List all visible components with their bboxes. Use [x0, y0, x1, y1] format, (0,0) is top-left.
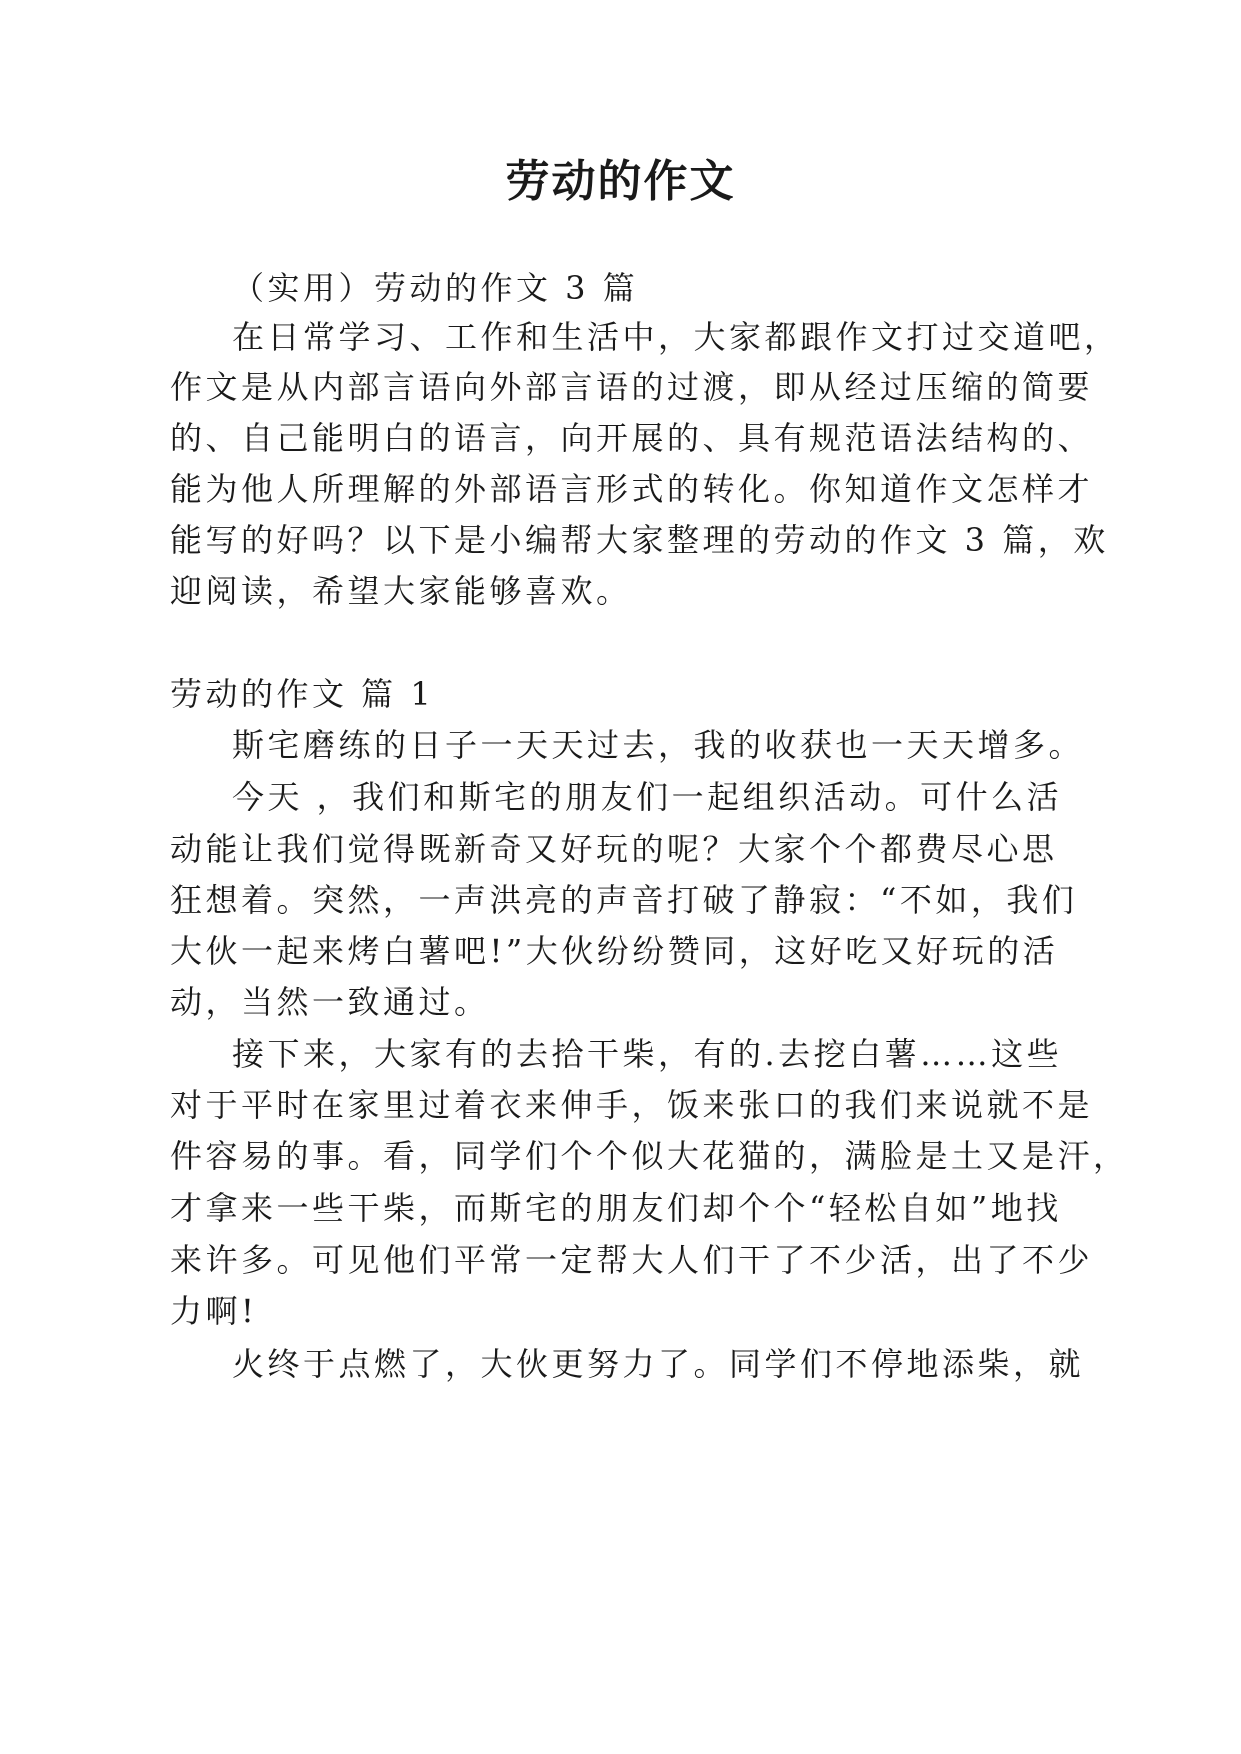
intro-line: 作文是从内部言语向外部言语的过渡，即从经过压缩的简要	[170, 368, 1094, 406]
intro-line: 的、自己能明白的语言，向开展的、具有规范语法结构的、	[170, 419, 1094, 457]
document-title: 劳动的作文	[505, 156, 736, 207]
body-line: 动能让我们觉得既新奇又好玩的呢？大家个个都费尽心思	[170, 830, 1058, 868]
body-line: 才拿来一些干柴，而斯宅的朋友们却个个“轻松自如”地找	[170, 1189, 1062, 1227]
intro-line: 在日常学习、工作和生活中，大家都跟作文打过交道吧，	[232, 318, 1120, 356]
body-line: 件容易的事。看，同学们个个似大花猫的，满脸是土又是汗，	[170, 1137, 1129, 1175]
intro-line: 能为他人所理解的外部语言形式的转化。你知道作文怎样才	[170, 470, 1094, 508]
body-line: 今天 ，我们和斯宅的朋友们一起组织活动。可什么活	[232, 778, 1063, 816]
body-line: 动，当然一致通过。	[170, 983, 490, 1021]
intro-line: 能写的好吗？以下是小编帮大家整理的劳动的作文 3 篇，欢	[170, 521, 1109, 559]
body-line: 力啊!	[170, 1292, 258, 1330]
intro-line: 迎阅读，希望大家能够喜欢。	[170, 572, 632, 610]
document-subtitle: （实用）劳动的作文 3 篇	[232, 269, 639, 307]
body-line: 斯宅磨练的日子一天天过去，我的收获也一天天增多。	[232, 726, 1085, 764]
body-line: 大伙一起来烤白薯吧!”大伙纷纷赞同，这好吃又好玩的活	[170, 932, 1059, 970]
body-line: 狂想着。突然，一声洪亮的声音打破了静寂：“不如，我们	[170, 881, 1078, 919]
body-line: 对于平时在家里过着衣来伸手，饭来张口的我们来说就不是	[170, 1086, 1094, 1124]
section-heading: 劳动的作文 篇 1	[170, 675, 435, 713]
body-line: 火终于点燃了，大伙更努力了。同学们不停地添柴，就	[232, 1345, 1085, 1383]
body-line: 来许多。可见他们平常一定帮大人们干了不少活，出了不少	[170, 1241, 1094, 1279]
body-line: 接下来，大家有的去拾干柴，有的.去挖白薯……这些	[232, 1035, 1063, 1073]
